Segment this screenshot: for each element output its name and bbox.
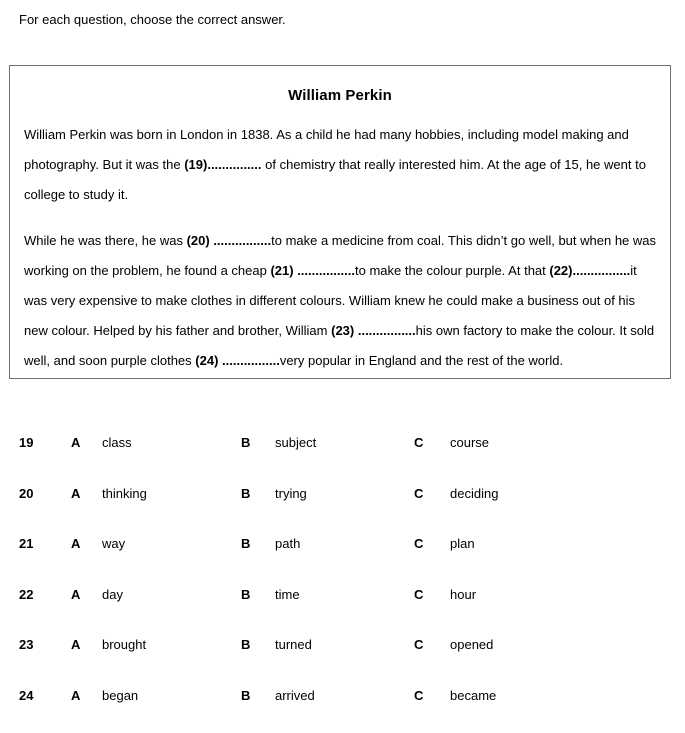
option-a-text: brought xyxy=(102,637,146,652)
gap-dots-20: ................ xyxy=(210,233,271,248)
option-c-letter: C xyxy=(414,688,423,703)
option-b-text: path xyxy=(275,536,300,551)
question-number: 21 xyxy=(19,536,33,551)
option-b[interactable] xyxy=(241,435,250,450)
option-c-letter: C xyxy=(414,536,423,551)
paragraph-2-text-after-gap21: to make the colour purple. At that xyxy=(355,263,549,278)
option-b[interactable] xyxy=(241,688,250,703)
option-a-letter: A xyxy=(71,536,80,551)
option-c[interactable] xyxy=(414,637,423,652)
option-a-letter: A xyxy=(71,435,80,450)
option-b[interactable] xyxy=(241,587,250,602)
paragraph-2-text-after-gap23: his own factory to make the colour. It sold well, and soon purple clothes xyxy=(24,323,654,368)
option-a-letter: A xyxy=(71,587,80,602)
gap-dots-22: ................ xyxy=(573,263,631,278)
option-a[interactable] xyxy=(71,435,80,450)
answer-options-list xyxy=(0,430,685,733)
option-a-letter: A xyxy=(71,688,80,703)
option-b-text: subject xyxy=(275,435,316,450)
question-number: 23 xyxy=(19,637,33,652)
gap-marker-19: (19) xyxy=(184,157,207,172)
option-a-letter: A xyxy=(71,486,80,501)
question-row-24 xyxy=(0,683,685,733)
passage-box xyxy=(9,65,671,379)
option-c[interactable] xyxy=(414,536,423,551)
option-c-letter: C xyxy=(414,637,423,652)
question-row-22 xyxy=(0,582,685,633)
passage-body xyxy=(10,120,670,376)
question-number: 20 xyxy=(19,486,33,501)
paragraph-2-text-before-gap20: While he was there, he was xyxy=(24,233,187,248)
option-a[interactable] xyxy=(71,637,80,652)
option-c-text: course xyxy=(450,435,489,450)
option-c-letter: C xyxy=(414,587,423,602)
question-row-19 xyxy=(0,430,685,481)
paragraph-2-text-after-gap20: to make a medicine from coal. This didn’t go well, but when he was working on the problem, he found a cheap xyxy=(24,233,656,278)
question-row-23 xyxy=(0,632,685,683)
option-a-text: thinking xyxy=(102,486,147,501)
option-a-text: began xyxy=(102,688,138,703)
option-b-letter: B xyxy=(241,688,250,703)
option-c-text: deciding xyxy=(450,486,498,501)
option-b-text: trying xyxy=(275,486,307,501)
passage-title: William Perkin xyxy=(10,87,670,105)
option-c[interactable] xyxy=(414,435,423,450)
option-a[interactable] xyxy=(71,688,80,703)
option-b-letter: B xyxy=(241,486,250,501)
option-b-letter: B xyxy=(241,536,250,551)
gap-marker-22: (22) xyxy=(549,263,572,278)
option-c-text: became xyxy=(450,688,496,703)
option-b-letter: B xyxy=(241,587,250,602)
option-b[interactable] xyxy=(241,486,250,501)
option-a-text: class xyxy=(102,435,132,450)
gap-marker-21: (21) xyxy=(270,263,293,278)
option-b-text: turned xyxy=(275,637,312,652)
option-a[interactable] xyxy=(71,486,80,501)
option-b-letter: B xyxy=(241,637,250,652)
option-a[interactable] xyxy=(71,587,80,602)
option-a-text: way xyxy=(102,536,125,551)
option-a-letter: A xyxy=(71,637,80,652)
passage-paragraph-1 xyxy=(24,120,656,210)
option-c[interactable] xyxy=(414,688,423,703)
option-c-letter: C xyxy=(414,435,423,450)
instruction-text: For each question, choose the correct answer. xyxy=(19,12,286,28)
gap-dots-19: ............... xyxy=(207,157,261,172)
option-c-text: opened xyxy=(450,637,493,652)
option-c-letter: C xyxy=(414,486,423,501)
question-number: 24 xyxy=(19,688,33,703)
gap-dots-21: ................ xyxy=(294,263,355,278)
question-number: 19 xyxy=(19,435,33,450)
question-number: 22 xyxy=(19,587,33,602)
paragraph-2-text-after-gap22: it was very expensive to make clothes in different colours. William knew he could make a business out of his new colour. Helped by his father and brother, William xyxy=(24,263,637,338)
passage-paragraph-2 xyxy=(24,226,656,376)
question-row-20 xyxy=(0,481,685,532)
option-b-text: time xyxy=(275,587,300,602)
option-b-letter: B xyxy=(241,435,250,450)
option-a[interactable] xyxy=(71,536,80,551)
option-c-text: plan xyxy=(450,536,475,551)
option-c[interactable] xyxy=(414,587,423,602)
option-c-text: hour xyxy=(450,587,476,602)
paragraph-1-text-after-gap19: of chemistry that really interested him. At the age of 15, he went to college to study it. xyxy=(24,157,646,202)
gap-dots-23: ................ xyxy=(354,323,415,338)
option-a-text: day xyxy=(102,587,123,602)
option-b[interactable] xyxy=(241,637,250,652)
gap-marker-24: (24) xyxy=(195,353,218,368)
gap-dots-24: ................ xyxy=(218,353,279,368)
gap-marker-23: (23) xyxy=(331,323,354,338)
option-c[interactable] xyxy=(414,486,423,501)
question-row-21 xyxy=(0,531,685,582)
paragraph-1-text-before-gap19: William Perkin was born in London in 1838. As a child he had many hobbies, including model making and photography. But it was the xyxy=(24,127,629,172)
option-b[interactable] xyxy=(241,536,250,551)
paragraph-2-text-after-gap24: very popular in England and the rest of the world. xyxy=(280,353,563,368)
option-b-text: arrived xyxy=(275,688,315,703)
gap-marker-20: (20) xyxy=(187,233,210,248)
